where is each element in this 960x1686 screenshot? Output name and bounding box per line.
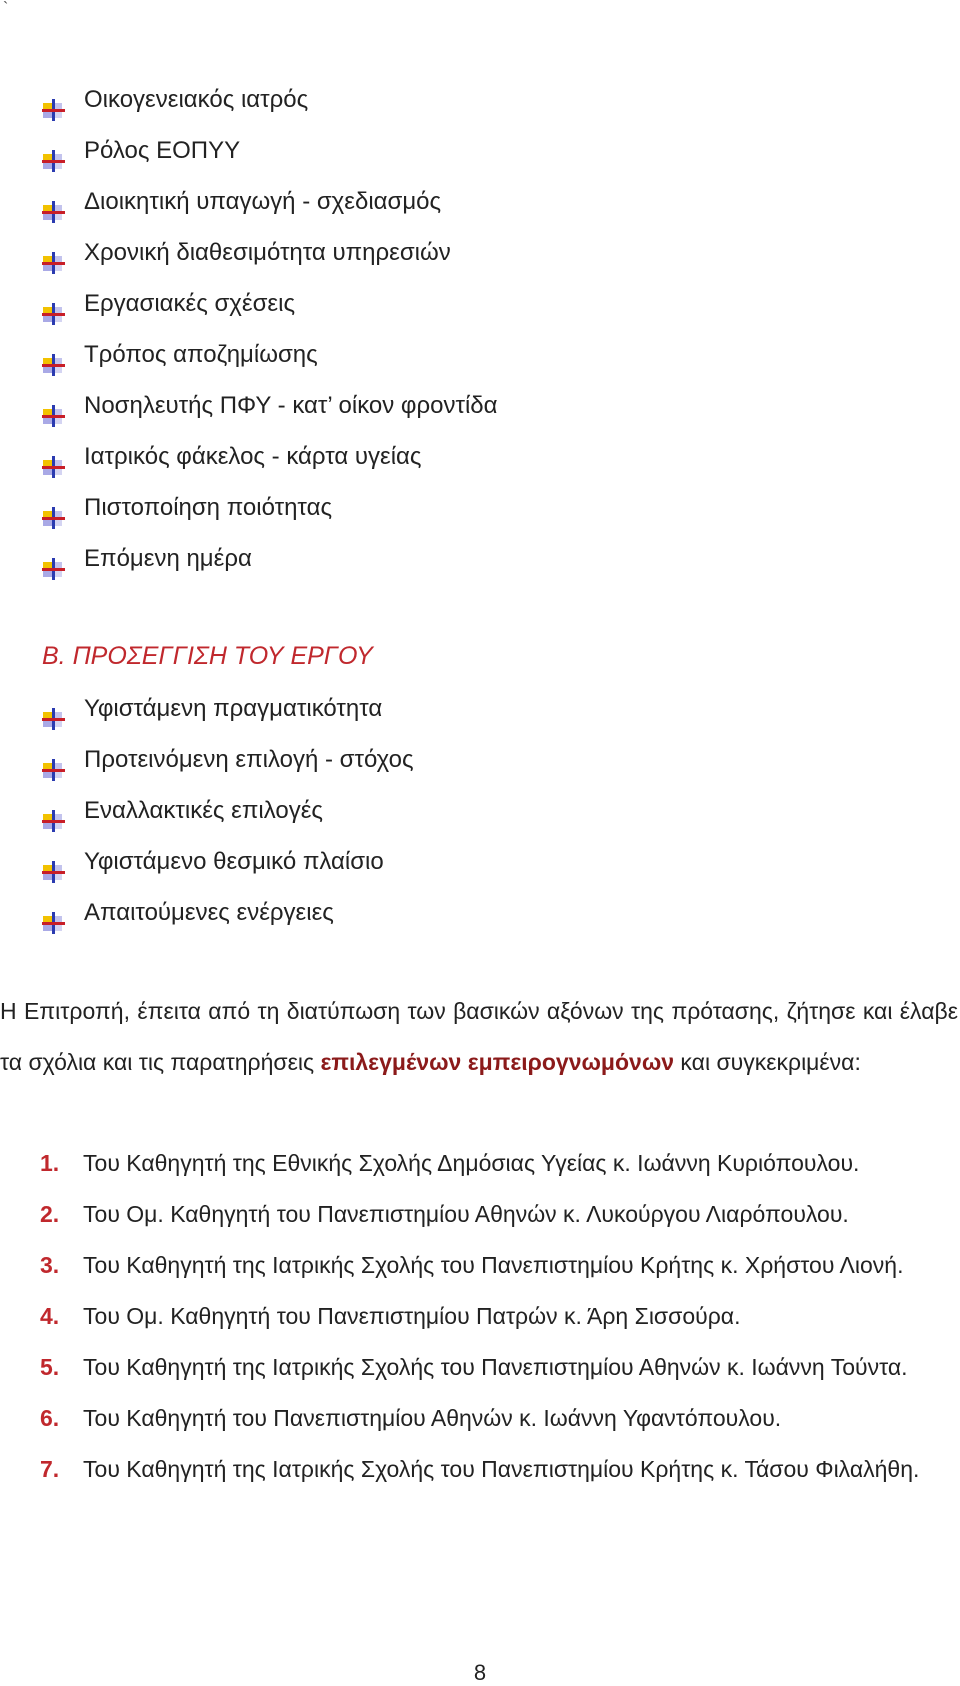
list-item [42,329,498,380]
list-item-text: Χρονική διαθεσιμότητα υπηρεσιών [84,239,451,266]
list-item-text: Πιστοποίηση ποιότητας [84,494,333,521]
pin-bullet-icon [42,901,66,923]
pin-bullet-icon [42,697,66,719]
list-item [42,74,498,125]
pin-bullet-icon [42,445,66,467]
list-item [42,380,498,431]
item-number: 5. [40,1354,60,1380]
pin-bullet-icon [42,292,66,314]
expert-item [40,1291,958,1342]
expert-text: Του Καθηγητή του Πανεπιστημίου Αθηνών κ. Ιωάννη Υφαντόπουλου. [83,1405,782,1431]
list-item [42,683,414,734]
expert-item [40,1444,958,1495]
pin-bullet-icon [42,799,66,821]
expert-item [40,1138,958,1189]
pin-bullet-icon [42,139,66,161]
list-item-text: Νοσηλευτής ΠΦΥ - κατ’ οίκον φροντίδα [84,392,498,419]
list-item-text: Προτεινόμενη επιλογή - στόχος [84,746,414,773]
item-number: 1. [40,1150,60,1176]
pin-bullet-icon [42,748,66,770]
pin-bullet-icon [42,496,66,518]
expert-text: Του Καθηγητή της Εθνικής Σχολής Δημόσιας Υγείας κ. Ιωάννη Κυριόπουλου. [83,1150,860,1176]
corner-mark: ` [3,0,9,17]
list-item-text: Εργασιακές σχέσεις [84,290,296,317]
expert-text: Του Καθηγητή της Ιατρικής Σχολής του Πανεπιστημίου Κρήτης κ. Χρήστου Λιονή. [83,1252,904,1278]
list-item [42,887,414,938]
paragraph-text-end: και συγκεκριμένα: [674,1049,861,1075]
pin-bullet-icon [42,394,66,416]
list-item-text: Υφιστάμενη πραγματικότητα [84,695,383,722]
list-item [42,533,498,584]
item-number: 4. [40,1303,60,1329]
body-paragraph [0,986,958,1088]
item-number: 3. [40,1252,60,1278]
list-item [42,734,414,785]
list-item-text: Οικογενειακός ιατρός [84,86,309,113]
topics-list [42,74,498,584]
expert-item [40,1393,958,1444]
expert-item [40,1240,958,1291]
pin-bullet-icon [42,241,66,263]
list-item-text: Επόμενη ημέρα [84,545,252,572]
list-item-text: Τρόπος αποζημίωσης [84,341,318,368]
list-item [42,431,498,482]
page-number: 8 [473,1660,487,1685]
list-item [42,278,498,329]
expert-text: Του Ομ. Καθηγητή του Πανεπιστημίου Αθηνών κ. Λυκούργου Λιαρόπουλου. [83,1201,849,1227]
item-number: 6. [40,1405,60,1431]
list-item-text: Εναλλακτικές επιλογές [84,797,323,824]
list-item [42,176,498,227]
expert-item [40,1342,958,1393]
pin-bullet-icon [42,88,66,110]
list-item [42,785,414,836]
expert-text: Του Καθηγητή της Ιατρικής Σχολής του Πανεπιστημίου Κρήτης κ. Τάσου Φιλαλήθη. [83,1456,920,1482]
list-item [42,836,414,887]
section-heading: Β. ΠΡΟΣΕΓΓΙΣΗ ΤΟΥ ΕΡΓΟΥ [42,642,373,670]
pin-bullet-icon [42,850,66,872]
expert-text: Του Καθηγητή της Ιατρικής Σχολής του Πανεπιστημίου Αθηνών κ. Ιωάννη Τούντα. [83,1354,908,1380]
list-item-text: Ιατρικός φάκελος - κάρτα υγείας [84,443,422,470]
pin-bullet-icon [42,547,66,569]
highlighted-phrase: επιλεγμένων εμπειρογνωμόνων [320,1049,675,1075]
approach-list [42,683,414,938]
list-item-text: Ρόλος ΕΟΠΥΥ [84,137,241,164]
item-number: 2. [40,1201,60,1227]
list-item-text: Απαιτούμενες ενέργειες [84,899,334,926]
expert-item [40,1189,958,1240]
expert-text: Του Ομ. Καθηγητή του Πανεπιστημίου Πατρών κ. Άρη Σισσούρα. [83,1303,741,1329]
experts-list [40,1138,958,1495]
pin-bullet-icon [42,343,66,365]
list-item [42,227,498,278]
list-item-text: Υφιστάμενο θεσμικό πλαίσιο [84,848,384,875]
list-item-text: Διοικητική υπαγωγή - σχεδιασμός [84,188,442,215]
pin-bullet-icon [42,190,66,212]
list-item [42,125,498,176]
item-number: 7. [40,1456,60,1482]
paragraph-text-start: Η Επιτροπή, έπειτα από τη διατύπωση των βασικών αξόνων της πρότασης, ζήτησε και έλαβε τα σχόλια και τις παρατηρήσεις [0,998,958,1075]
list-item [42,482,498,533]
